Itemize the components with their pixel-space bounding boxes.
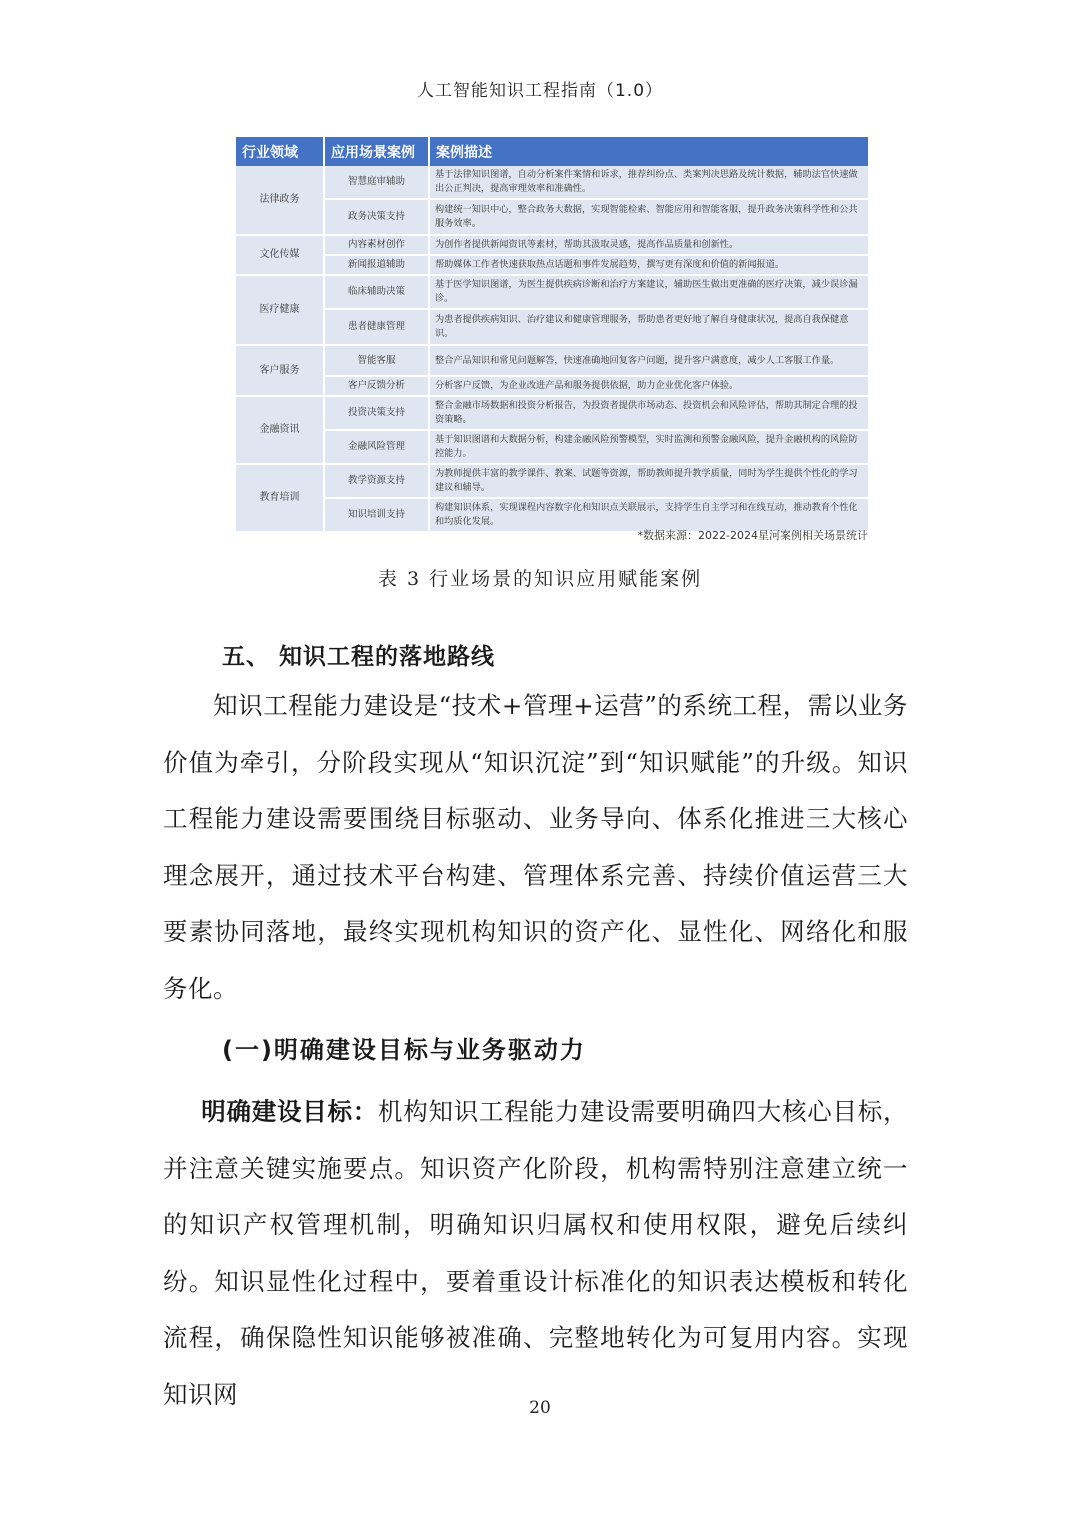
column-header-domain: 行业领域 xyxy=(236,137,324,166)
description-cell: 分析客户反馈，为企业改进产品和服务提供依据，助力企业优化客户体验。 xyxy=(429,376,868,396)
scenario-cell: 客户反馈分析 xyxy=(324,376,429,396)
industry-domain-cell: 金融资讯 xyxy=(236,396,324,464)
paragraph-lead: 明确建设目标： xyxy=(201,1097,378,1126)
subsection-paragraph xyxy=(163,1084,908,1423)
table-row xyxy=(236,166,868,199)
scenario-cell: 新闻报道辅助 xyxy=(324,255,429,275)
description-cell: 构建统一知识中心，整合政务大数据，实现智能检索、智能应用和智能客服，提升政务决策科学性和公共服务效率。 xyxy=(429,199,868,235)
scenario-cell: 内容素材创作 xyxy=(324,235,429,255)
table-row xyxy=(236,376,868,396)
industry-domain-cell: 法律政务 xyxy=(236,166,324,235)
column-header-description: 案例描述 xyxy=(429,137,868,166)
table-row xyxy=(236,464,868,498)
description-cell: 整合产品知识和常见问题解答，快速准确地回复客户问题，提升客户满意度，减少人工客服工作量。 xyxy=(429,345,868,376)
scenario-cell: 患者健康管理 xyxy=(324,309,429,345)
table-body xyxy=(236,166,868,532)
page-header: 人工智能知识工程指南（1.0） xyxy=(416,81,664,101)
table-row xyxy=(236,255,868,275)
section-paragraph xyxy=(163,678,908,1017)
description-cell: 基于医学知识图谱，为医生提供疾病诊断和治疗方案建议，辅助医生做出更准确的医疗决策，减少误诊漏诊。 xyxy=(429,275,868,309)
industry-domain-cell: 客户服务 xyxy=(236,345,324,396)
table-row xyxy=(236,199,868,235)
scenario-cell: 政务决策支持 xyxy=(324,199,429,235)
description-cell: 为患者提供疾病知识、治疗建议和健康管理服务，帮助患者更好地了解自身健康状况，提高自我保健意识。 xyxy=(429,309,868,345)
description-cell: 帮助媒体工作者快速获取热点话题和事件发展趋势，撰写更有深度和价值的新闻报道。 xyxy=(429,255,868,275)
description-cell: 为创作者提供新闻资讯等素材，帮助其汲取灵感，提高作品质量和创新性。 xyxy=(429,235,868,255)
table-caption: 表 3 行业场景的知识应用赋能案例 xyxy=(377,568,703,590)
table-row xyxy=(236,345,868,376)
table-header-row xyxy=(236,137,868,166)
scenario-cell: 智能客服 xyxy=(324,345,429,376)
table-row xyxy=(236,430,868,464)
scenario-cell: 知识培训支持 xyxy=(324,498,429,532)
table-row xyxy=(236,275,868,309)
industry-case-table xyxy=(236,137,868,533)
section-heading: 五、 知识工程的落地路线 xyxy=(222,644,496,670)
industry-case-table-container xyxy=(236,137,868,533)
table-row xyxy=(236,309,868,345)
description-cell: 基于法律知识图谱，自动分析案件案情和诉求，推荐纠纷点、类案判决思路及统计数据，辅助法官快速做出公正判决，提高审理效率和准确性。 xyxy=(429,166,868,199)
subsection-paragraph-text: 机构知识工程能力建设需要明确四大核心目标，并注意关键实施要点。知识资产化阶段，机构需特别注意建立统一的知识产权管理机制，明确知识归属权和使用权限，避免后续纠纷。知识显性化过程中，要着重设计标准化的知识表达模板和转化流程，确保隐性知识能够被准确、完整地转化为可复用内容。实现知识网 xyxy=(163,1097,908,1409)
scenario-cell: 金融风险管理 xyxy=(324,430,429,464)
column-header-scene: 应用场景案例 xyxy=(324,137,429,166)
industry-domain-cell: 文化传媒 xyxy=(236,235,324,275)
table-row xyxy=(236,396,868,430)
section-paragraph-text: 知识工程能力建设是“技术+管理+运营”的系统工程，需以业务价值为牵引，分阶段实现从“知识沉淀”到“知识赋能”的升级。知识工程能力建设需要围绕目标驱动、业务导向、体系化推进三大核心理念展开，通过技术平台构建、管理体系完善、持续价值运营三大要素协同落地，最终实现机构知识的资产化、显性化、网络化和服务化。 xyxy=(163,691,908,1003)
description-cell: 构建知识体系，实现课程内容数字化和知识点关联展示，支持学生自主学习和在线互动，推动教育个性化和均质化发展。 xyxy=(429,498,868,532)
scenario-cell: 投资决策支持 xyxy=(324,396,429,430)
description-cell: 为教师提供丰富的教学课件、教案、试题等资源，帮助教师提升教学质量，同时为学生提供个性化的学习建议和辅导。 xyxy=(429,464,868,498)
description-cell: 基于知识图谱和大数据分析，构建金融风险预警模型，实时监测和预警金融风险，提升金融机构的风险防控能力。 xyxy=(429,430,868,464)
subsection-heading: (一)明确建设目标与业务驱动力 xyxy=(222,1036,586,1064)
scenario-cell: 教学资源支持 xyxy=(324,464,429,498)
table-row xyxy=(236,235,868,255)
description-cell: 整合金融市场数据和投资分析报告，为投资者提供市场动态、投资机会和风险评估，帮助其制定合理的投资策略。 xyxy=(429,396,868,430)
scenario-cell: 智慧庭审辅助 xyxy=(324,166,429,199)
industry-domain-cell: 医疗健康 xyxy=(236,275,324,345)
industry-domain-cell: 教育培训 xyxy=(236,464,324,532)
page-number: 20 xyxy=(529,1398,551,1418)
scenario-cell: 临床辅助决策 xyxy=(324,275,429,309)
data-source-note: *数据来源：2022-2024星河案例相关场景统计 xyxy=(637,529,868,542)
